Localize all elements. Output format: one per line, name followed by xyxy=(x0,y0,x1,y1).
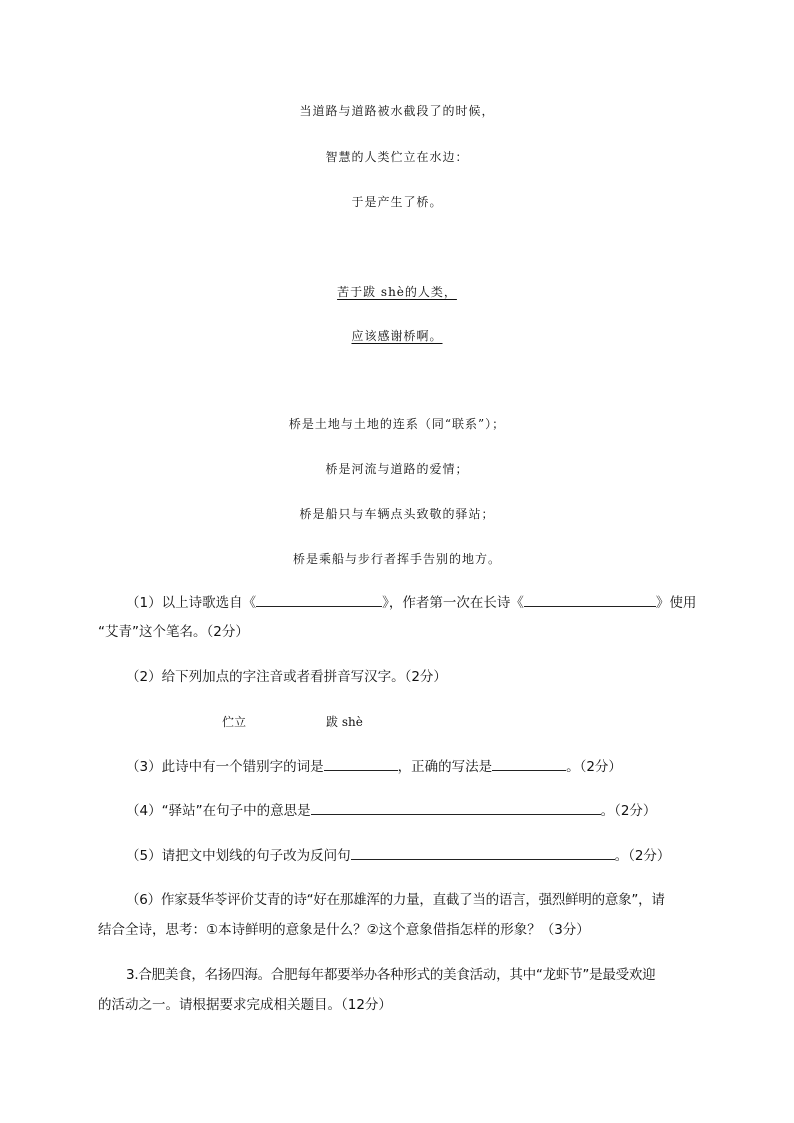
question-text: （1）以上诗歌选自《 xyxy=(126,595,257,611)
poem-line: 桥是乘船与步行者挥手告别的地方。 xyxy=(292,552,501,566)
poem-line: 桥是船只与车辆点头致敬的驿站； xyxy=(299,507,495,521)
pinyin-item: 跋 shè xyxy=(326,715,363,729)
question-text: 》使用 xyxy=(655,595,697,611)
poem-line: 当道路与道路被水截段了的时候， xyxy=(299,104,495,118)
question-text: （5）请把文中划线的句子改为反问句 xyxy=(126,848,351,864)
section-3-intro: 3.合肥美食，名扬四海。合肥每年都要举办各种形式的美食活动，其中“龙虾节”是最受欢迎 xyxy=(126,967,656,983)
underlined-sentence: 应该感谢桥啊。 xyxy=(351,329,443,343)
question-text: 。（2分） xyxy=(566,759,622,775)
underlined-sentence: 苦于跋 shè的人类， xyxy=(337,285,457,299)
poem-line-underlined xyxy=(0,283,794,300)
question-1 xyxy=(126,592,696,613)
question-6-continued: 结合全诗，思考：①本诗鲜明的意象是什么？②这个意象借指怎样的形象？（3分） xyxy=(98,922,590,938)
question-text: 。（2分） xyxy=(600,803,657,819)
answer-blank[interactable] xyxy=(324,756,398,771)
question-text: （3）此诗中有一个错别字的词是 xyxy=(126,759,324,775)
question-4 xyxy=(126,800,656,821)
poem-line: 桥是河流与道路的爱情； xyxy=(325,462,469,476)
question-text: 》，作者第一次在长诗《 xyxy=(382,595,524,611)
question-2: （2）给下列加点的字注音或者看拼音写汉字。（2分） xyxy=(126,669,447,685)
question-text: ，正确的写法是 xyxy=(397,759,493,775)
question-5 xyxy=(126,845,670,866)
question-text: 。（2分） xyxy=(614,848,671,864)
poem-line-underlined xyxy=(0,327,794,344)
poem-line: 于是产生了桥。 xyxy=(351,195,443,209)
question-6: （6）作家聂华苓评价艾青的诗“好在那雄浑的力量，直截了当的语言，强烈鲜明的意象”，请 xyxy=(126,892,665,908)
answer-blank[interactable] xyxy=(351,845,615,860)
section-3-intro-continued: 的活动之一。请根据要求完成相关题目。（12分） xyxy=(98,997,392,1013)
answer-blank[interactable] xyxy=(256,592,382,607)
answer-blank[interactable] xyxy=(524,592,656,607)
pinyin-item: 伫立 xyxy=(222,715,247,729)
question-3 xyxy=(126,756,622,777)
answer-blank[interactable] xyxy=(311,800,601,815)
question-1-continued: “艾青”这个笔名。（2分） xyxy=(98,624,249,640)
poem-line: 智慧的人类伫立在水边： xyxy=(325,150,469,164)
poem-line: 桥是土地与土地的连系（同“联系”）； xyxy=(288,417,506,431)
question-text: （4）“驿站”在句子中的意思是 xyxy=(126,803,311,819)
answer-blank[interactable] xyxy=(492,756,566,771)
